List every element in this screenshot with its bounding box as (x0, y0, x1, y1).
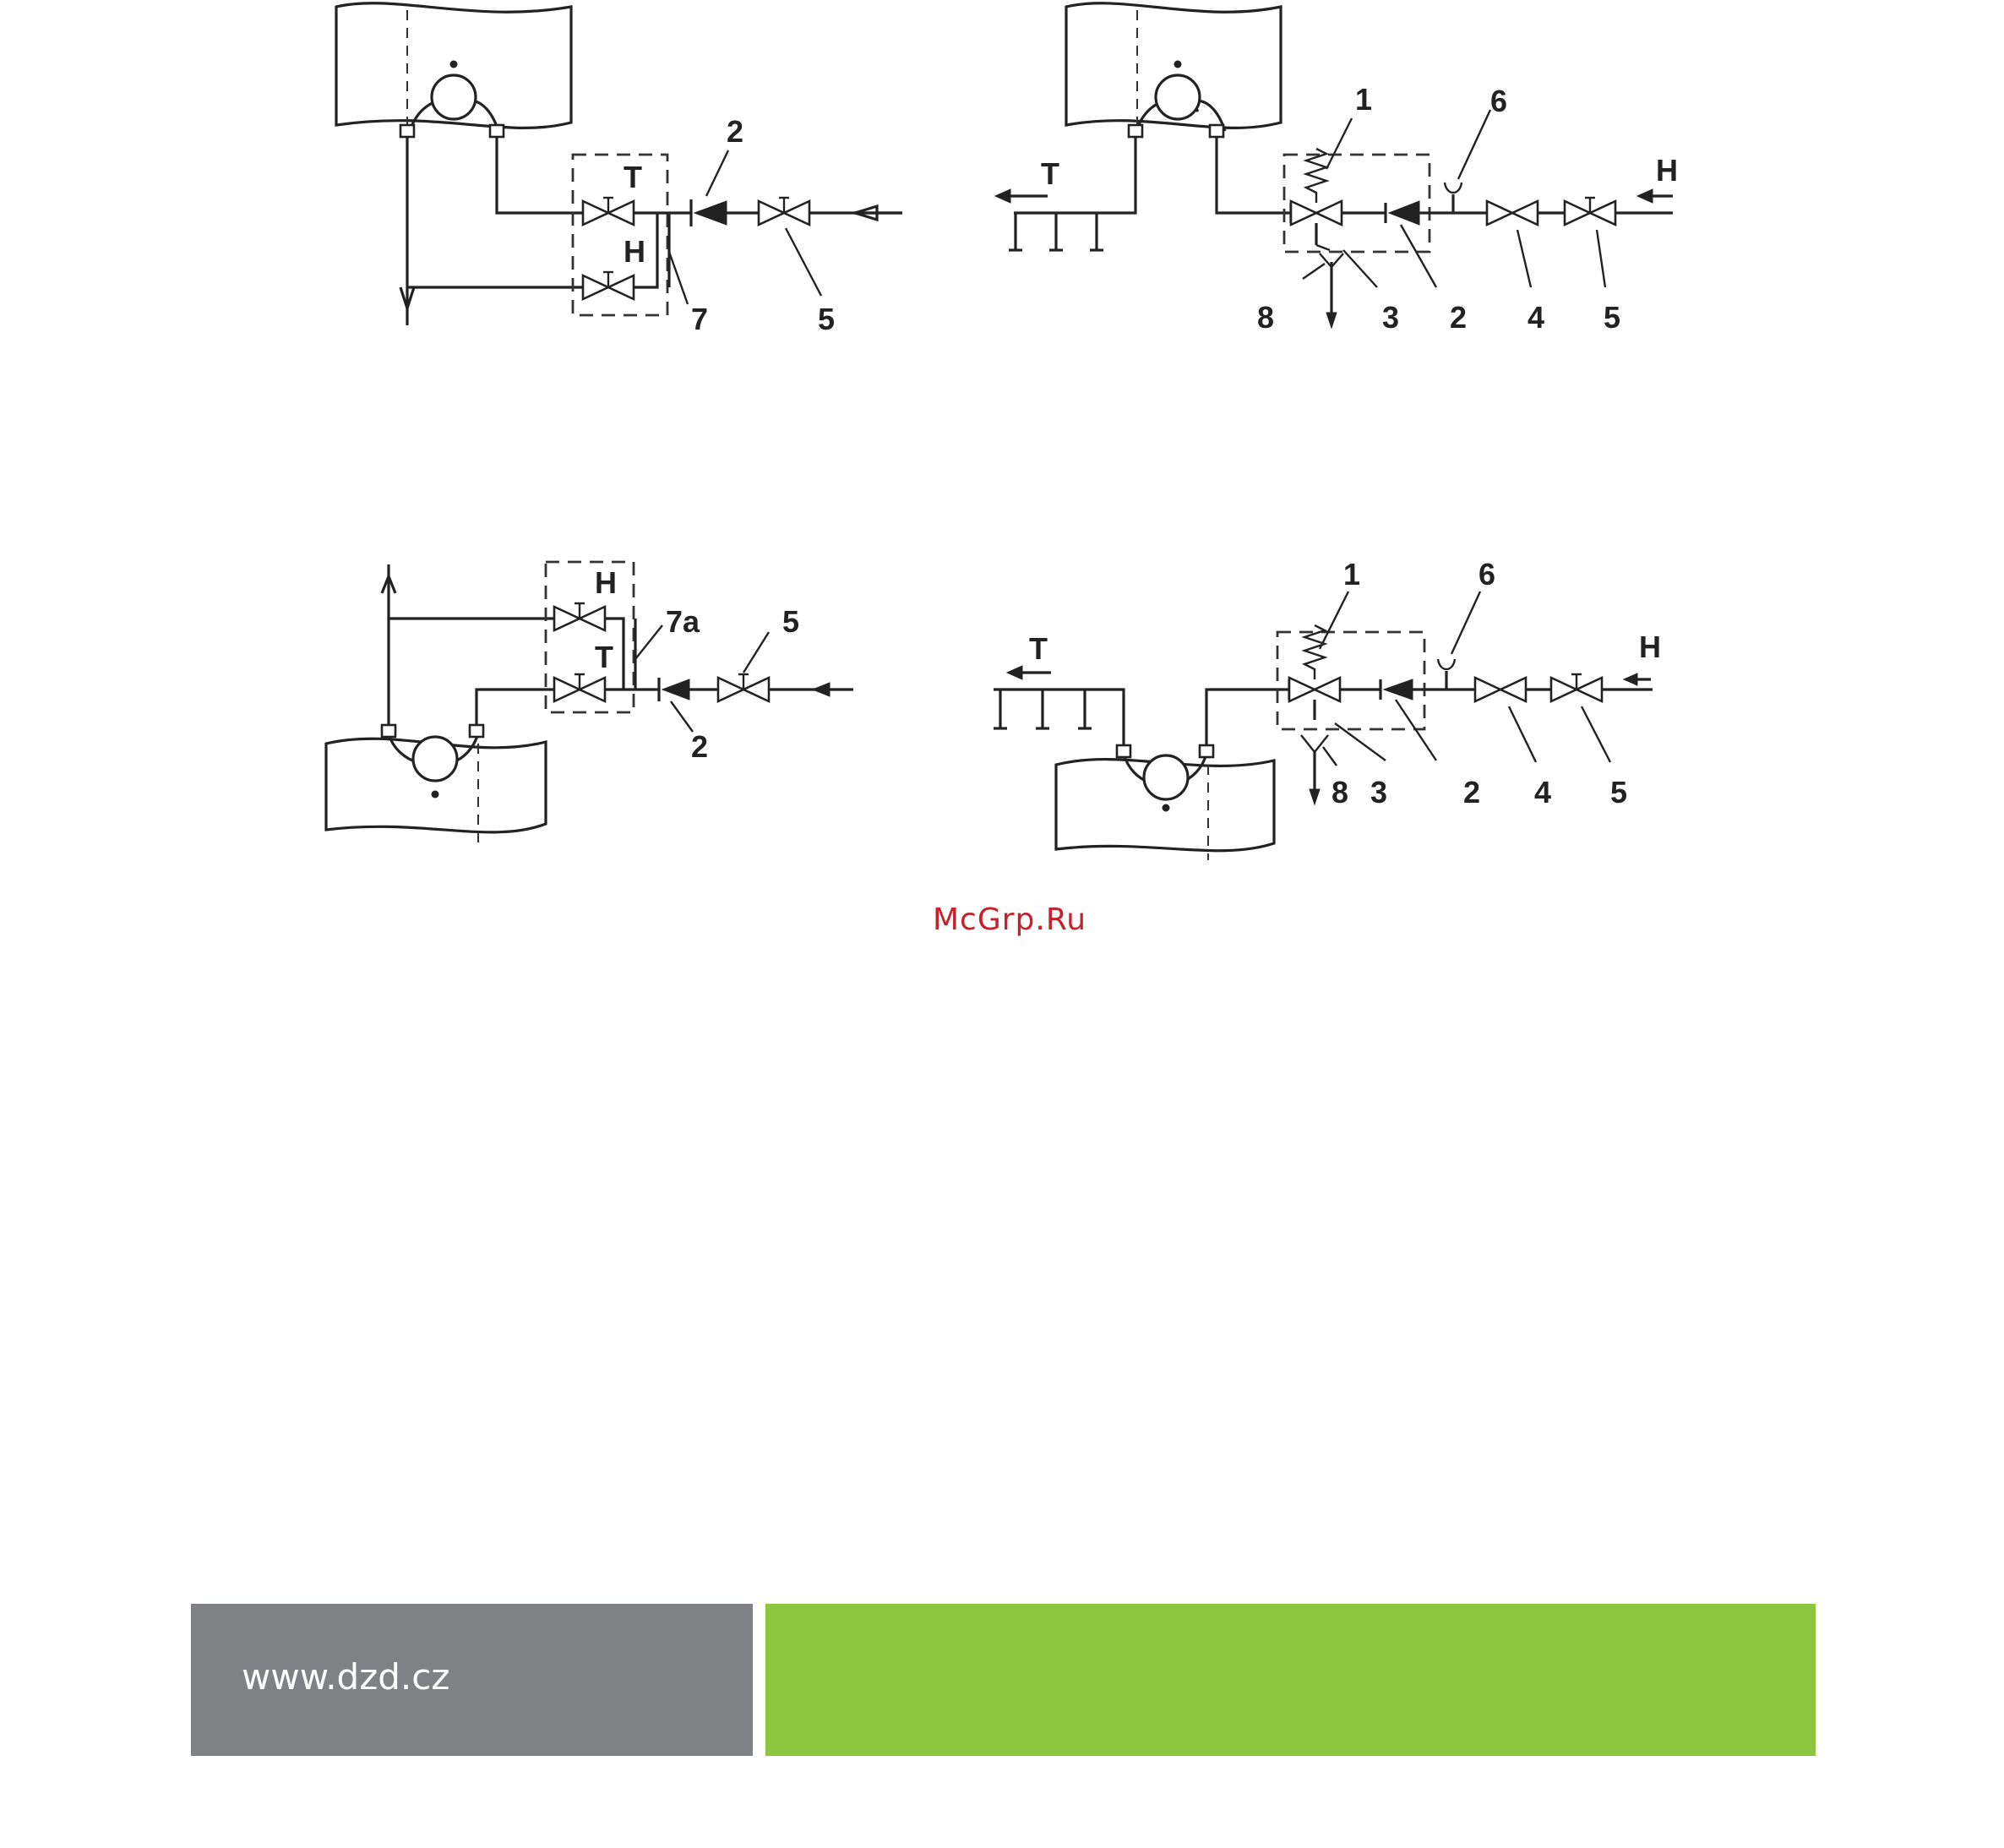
label-1: 1 (1355, 82, 1373, 117)
label-8: 8 (1331, 775, 1349, 810)
website-link[interactable]: www.dzd.cz (242, 1656, 450, 1698)
label-1: 1 (1343, 557, 1361, 591)
label-8: 8 (1257, 300, 1275, 335)
label-H: H (1656, 153, 1678, 188)
footer-gray-bar (191, 1604, 753, 1756)
label-3: 3 (1370, 775, 1388, 810)
label-H: H (595, 565, 617, 600)
watermark-text: McGrp.Ru (932, 902, 1087, 937)
label-4: 4 (1528, 300, 1545, 335)
label-5: 5 (1604, 300, 1621, 335)
label-6: 6 (1490, 84, 1508, 118)
label-6: 6 (1478, 557, 1496, 591)
label-T: T (1041, 156, 1059, 191)
label-H: H (624, 234, 645, 269)
label-7a: 7a (666, 604, 700, 639)
diagram-bottom-right (994, 557, 1661, 860)
label-7: 7 (691, 302, 709, 336)
label-T: T (1029, 631, 1048, 666)
label-5: 5 (782, 604, 800, 639)
label-5: 5 (818, 302, 836, 336)
label-H: H (1639, 630, 1661, 664)
label-T: T (595, 640, 613, 674)
label-T: T (624, 160, 642, 194)
label-2: 2 (691, 729, 709, 764)
label-5: 5 (1610, 775, 1628, 810)
label-2: 2 (727, 114, 744, 149)
diagram-bottom-left (326, 562, 853, 845)
label-4: 4 (1534, 775, 1552, 810)
footer-green-bar (765, 1604, 1816, 1756)
diagram-top-left (336, 3, 902, 336)
diagram-top-right (995, 3, 1678, 335)
label-2: 2 (1463, 775, 1481, 810)
label-2: 2 (1450, 300, 1468, 335)
label-3: 3 (1382, 300, 1400, 335)
